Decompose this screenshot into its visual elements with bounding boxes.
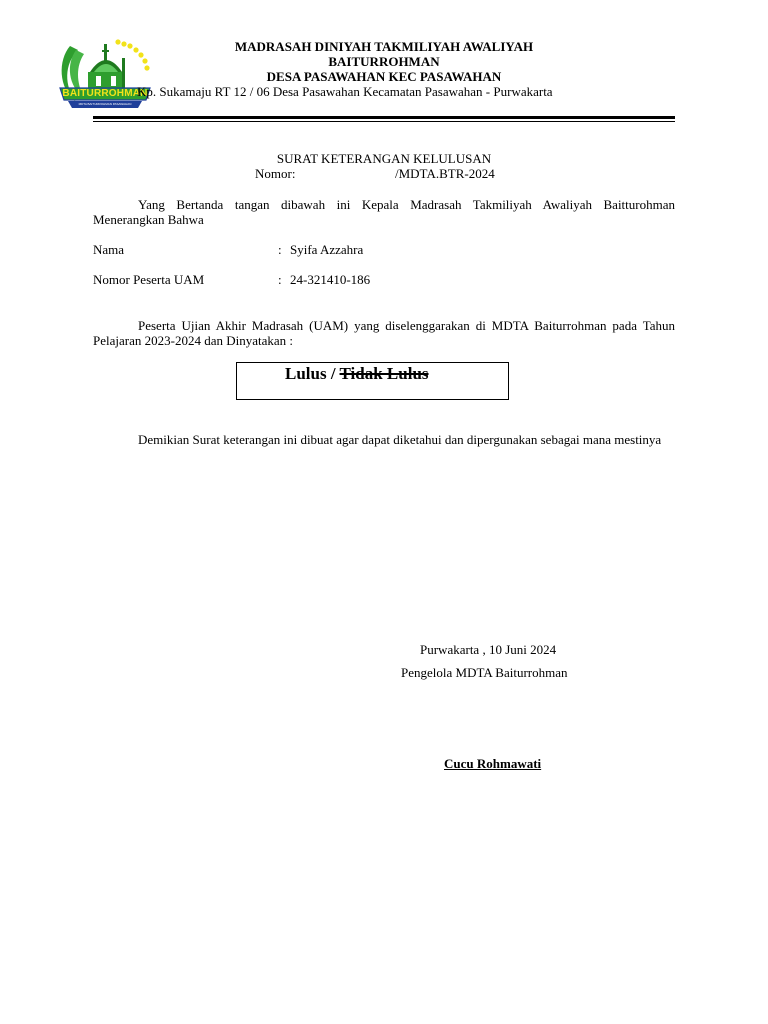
letterhead-rule-thin [93, 121, 675, 122]
signature-name: Cucu Rohmawati [444, 756, 542, 771]
field-label-exam-number: Nomor Peserta UAM [93, 272, 205, 287]
result-text [285, 364, 429, 384]
closing-text: Demikian Surat keterangan ini dibuat agar dapat diketahui dan dipergunakan sebagai mana mestinya [138, 432, 662, 447]
field-value-name: Syifa Azzahra [290, 242, 364, 257]
letterhead-line-1: MADRASAH DINIYAH TAKMILIYAH AWALIYAH [234, 39, 534, 54]
closing-paragraph [93, 432, 675, 447]
statement-text: Peserta Ujian Akhir Madrasah (UAM) yang diselenggarakan di MDTA Baiturrohman pada Tahun Pelajaran 2023-2024 dan Dinyatakan : [93, 318, 675, 348]
logo-text: BAITURROHMAN [62, 88, 148, 99]
letter-number-value: /MDTA.BTR-2024 [395, 166, 495, 181]
statement-paragraph [93, 318, 675, 348]
logo-subtext: MDTA BAITURROHMAN PASAWAHAN [78, 102, 132, 106]
result-box [236, 362, 509, 400]
signature-place-date: Purwakarta , 10 Juni 2024 [420, 642, 557, 657]
letterhead-line-2: BAITURROHMAN [328, 54, 440, 69]
result-pass: Lulus / [285, 364, 336, 383]
intro-paragraph [93, 197, 675, 227]
result-fail-struck: Tidak Lulus [339, 364, 429, 383]
field-label-name: Nama [93, 242, 125, 257]
letterhead-rule-thick [93, 116, 675, 119]
field-value-exam-number: 24-321410-186 [290, 272, 371, 287]
intro-text: Yang Bertanda tangan dibawah ini Kepala Madrasah Takmiliyah Awaliyah Baitturohman Menerangkan Bahwa [93, 197, 675, 227]
letterhead-address: Kp. Sukamaju RT 12 / 06 Desa Pasawahan Kecamatan Pasawahan - Purwakarta [137, 84, 553, 99]
letter-title: SURAT KETERANGAN KELULUSAN [276, 151, 492, 166]
letterhead-line-3: DESA PASAWAHAN KEC PASAWAHAN [266, 69, 502, 84]
letter-number-label: Nomor: [255, 166, 296, 181]
field-colon-exam-number: : [278, 272, 282, 287]
field-colon-name: : [278, 242, 282, 257]
signature-position: Pengelola MDTA Baiturrohman [401, 665, 568, 680]
